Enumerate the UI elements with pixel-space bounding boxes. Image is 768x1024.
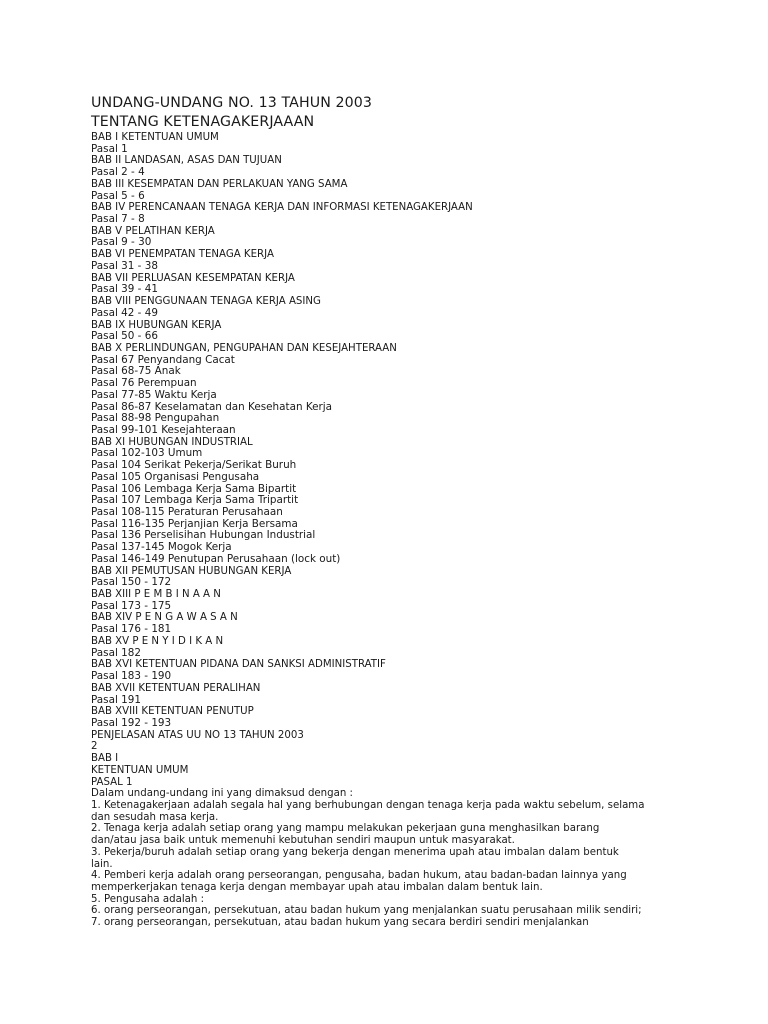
toc-entry: Pasal 108-115 Peraturan Perusahaan — [91, 506, 283, 518]
body-text-line: 7. orang perseorangan, persekutuan, atau badan hukum yang secara berdiri sendiri menjalankan — [91, 917, 589, 929]
toc-entry: Pasal 31 - 38 — [91, 259, 158, 272]
toc-entry: Pasal 42 - 49 — [91, 306, 158, 319]
toc-chapter-entry: BAB XII PEMUTUSAN HUBUNGAN KERJA — [91, 565, 292, 577]
toc-entry: Pasal 1 — [91, 142, 128, 155]
toc-entry: PENJELASAN ATAS UU NO 13 TAHUN 2003 — [91, 729, 304, 741]
body-text-line: 2. Tenaga kerja adalah setiap orang yang mampu melakukan pekerjaan guna menghasilkan barang — [91, 823, 600, 835]
body-text-line: 5. Pengusaha adalah : — [91, 893, 205, 905]
toc-chapter-entry: BAB XI HUBUNGAN INDUSTRIAL — [91, 436, 253, 448]
toc-entry: Pasal 106 Lembaga Kerja Sama Bipartit — [91, 482, 297, 495]
table-of-contents — [91, 132, 671, 753]
toc-entry: Pasal 176 - 181 — [91, 623, 172, 636]
toc-entry: Pasal 102-103 Umum — [91, 447, 203, 460]
chapter-heading-line: PASAL 1 — [91, 776, 133, 788]
toc-entry: Pasal 116-135 Perjanjian Kerja Bersama — [91, 517, 298, 530]
document-body — [91, 94, 671, 929]
toc-chapter-entry: BAB VI PENEMPATAN TENAGA KERJA — [91, 249, 274, 261]
toc-entry: Pasal 192 - 193 — [91, 716, 172, 729]
title-line-2: TENTANG KETENAGAKERJAAAN — [91, 114, 315, 130]
body-text-line: 3. Pekerja/buruh adalah setiap orang yang bekerja dengan menerima upah atau imbalan dalam bentuk — [91, 846, 619, 858]
chapter-heading — [91, 753, 671, 788]
toc-entry: Pasal 68-75 Anak — [91, 365, 181, 378]
toc-entry: Pasal 107 Lembaga Kerja Sama Tripartit — [91, 494, 299, 507]
toc-chapter-entry: BAB VII PERLUASAN KESEMPATAN KERJA — [91, 272, 295, 284]
toc-chapter-entry: BAB III KESEMPATAN DAN PERLAKUAN YANG SAMA — [91, 178, 348, 190]
title-line-1: UNDANG-UNDANG NO. 13 TAHUN 2003 — [91, 95, 373, 111]
toc-chapter-entry: BAB XV P E N Y I D I K A N — [91, 635, 224, 647]
toc-entry: Pasal 182 — [91, 646, 141, 659]
body-text-line: 1. Ketenagakerjaan adalah segala hal yang berhubungan dengan tenaga kerja pada waktu sebelum, selama — [91, 799, 645, 811]
toc-chapter-entry: BAB IV PERENCANAAN TENAGA KERJA DAN INFORMASI KETENAGAKERJAAN — [91, 202, 473, 214]
body-text-line: dan sesudah masa kerja. — [91, 811, 219, 823]
toc-chapter-entry: BAB XVI KETENTUAN PIDANA DAN SANKSI ADMINISTRATIF — [91, 659, 386, 671]
body-text-line: dan/atau jasa baik untuk memenuhi kebutuhan sendiri maupun untuk masyarakat. — [91, 835, 515, 847]
toc-chapter-entry: BAB V PELATIHAN KERJA — [91, 225, 215, 237]
body-text-line: lain. — [91, 858, 113, 870]
toc-chapter-entry: BAB II LANDASAN, ASAS DAN TUJUAN — [91, 155, 282, 167]
toc-entry: Pasal 105 Organisasi Pengusaha — [91, 470, 260, 483]
toc-entry: 2 — [91, 741, 98, 753]
toc-chapter-entry: BAB XVII KETENTUAN PERALIHAN — [91, 682, 261, 694]
toc-entry: Pasal 9 - 30 — [91, 236, 152, 249]
toc-entry: Pasal 137-145 Mogok Kerja — [91, 541, 232, 554]
toc-entry: Pasal 67 Penyandang Cacat — [91, 353, 235, 366]
body-text-line: 6. orang perseorangan, persekutuan, atau badan hukum yang menjalankan suatu perusahaan milik sendiri; — [91, 905, 642, 917]
toc-entry: Pasal 183 - 190 — [91, 670, 172, 683]
toc-entry: Pasal 86-87 Keselamatan dan Kesehatan Kerja — [91, 400, 333, 413]
toc-chapter-entry: BAB VIII PENGGUNAAN TENAGA KERJA ASING — [91, 296, 321, 308]
toc-chapter-entry: BAB I KETENTUAN UMUM — [91, 132, 219, 143]
chapter-heading-line: BAB I — [91, 753, 119, 765]
toc-entry: Pasal 2 - 4 — [91, 166, 145, 179]
toc-entry: Pasal 136 Perselisihan Hubungan Industrial — [91, 529, 316, 542]
toc-entry: Pasal 7 - 8 — [91, 213, 145, 226]
toc-entry: Pasal 50 - 66 — [91, 330, 158, 343]
chapter-heading-line: KETENTUAN UMUM — [91, 764, 189, 776]
toc-entry: Pasal 5 - 6 — [91, 189, 145, 202]
toc-entry: Pasal 146-149 Penutupan Perusahaan (lock out) — [91, 552, 341, 565]
body-text-line: memperkerjakan tenaga kerja dengan membayar upah atau imbalan dalam bentuk lain. — [91, 882, 543, 893]
toc-chapter-entry: BAB XVIII KETENTUAN PENUTUP — [91, 706, 254, 718]
toc-entry: Pasal 104 Serikat Pekerja/Serikat Buruh — [91, 459, 297, 472]
body-text-line: Dalam undang-undang ini yang dimaksud dengan : — [91, 788, 353, 800]
toc-entry: Pasal 76 Perempuan — [91, 377, 197, 390]
toc-entry: Pasal 191 — [91, 693, 141, 706]
toc-entry: Pasal 39 - 41 — [91, 283, 158, 296]
toc-entry: Pasal 77-85 Waktu Kerja — [91, 388, 217, 401]
body-text-line: 4. Pemberi kerja adalah orang perseorangan, pengusaha, badan hukum, atau badan-badan lainnya yang — [91, 870, 627, 882]
article-body — [91, 788, 671, 929]
document-title — [91, 94, 671, 132]
toc-entry: Pasal 150 - 172 — [91, 576, 172, 589]
toc-entry: Pasal 99-101 Kesejahteraan — [91, 423, 236, 436]
toc-chapter-entry: BAB XIV P E N G A W A S A N — [91, 612, 238, 624]
toc-chapter-entry: BAB XIII P E M B I N A A N — [91, 589, 221, 601]
toc-entry: Pasal 88-98 Pengupahan — [91, 412, 220, 425]
toc-entry: Pasal 173 - 175 — [91, 599, 172, 612]
toc-chapter-entry: BAB X PERLINDUNGAN, PENGUPAHAN DAN KESEJAHTERAAN — [91, 342, 397, 354]
toc-chapter-entry: BAB IX HUBUNGAN KERJA — [91, 319, 222, 331]
